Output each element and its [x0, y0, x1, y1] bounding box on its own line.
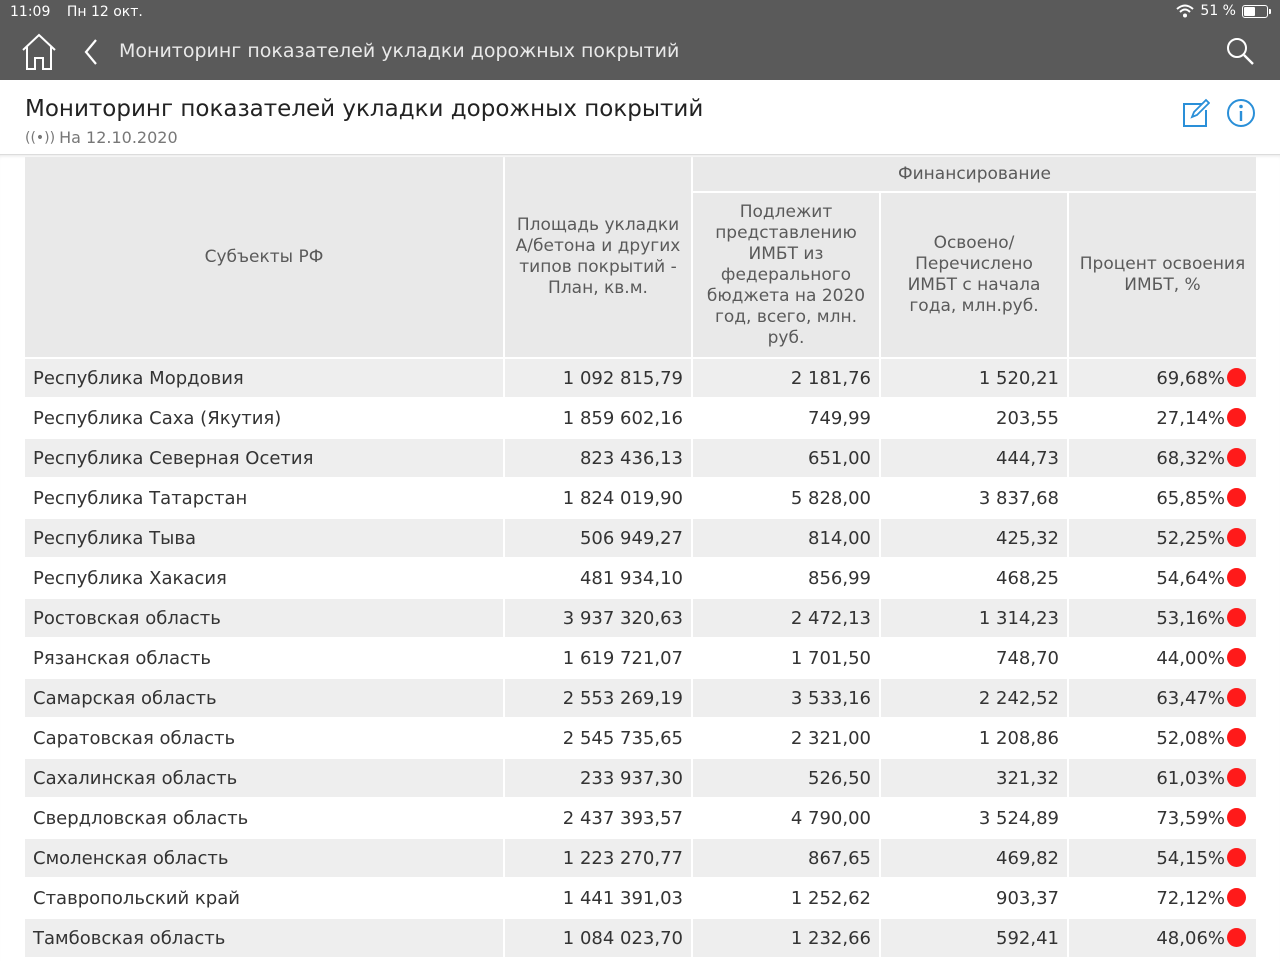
cell-area: 1 441 391,03 — [505, 879, 691, 917]
cell-subject: Республика Татарстан — [25, 479, 503, 517]
table-row[interactable] — [25, 559, 1256, 597]
percent-value: 53,16% — [1156, 607, 1225, 629]
cell-due: 1 701,50 — [693, 639, 879, 677]
page-title: Мониторинг показателей укладки дорожных покрытий — [25, 96, 704, 122]
percent-value: 44,00% — [1156, 647, 1225, 669]
page-header — [0, 80, 1280, 154]
table-row[interactable] — [25, 799, 1256, 837]
cell-subject: Тамбовская область — [25, 919, 503, 957]
status-right — [1176, 3, 1268, 19]
status-dot-icon — [1227, 928, 1246, 947]
cell-spent: 203,55 — [881, 399, 1067, 437]
status-dot-icon — [1227, 528, 1246, 547]
cell-percent — [1069, 839, 1256, 877]
cell-percent — [1069, 879, 1256, 917]
cell-spent: 2 242,52 — [881, 679, 1067, 717]
status-dot-icon — [1227, 448, 1246, 467]
cell-due: 526,50 — [693, 759, 879, 797]
status-dot-icon — [1227, 608, 1246, 627]
table-row[interactable] — [25, 399, 1256, 437]
cell-spent: 592,41 — [881, 919, 1067, 957]
cell-area: 1 092 815,79 — [505, 359, 691, 397]
header-area: Площадь укладки А/бетона и других типов покрытий - План, кв.м. — [505, 157, 691, 357]
cell-spent: 444,73 — [881, 439, 1067, 477]
cell-percent — [1069, 719, 1256, 757]
table-row[interactable] — [25, 839, 1256, 877]
table-row[interactable] — [25, 359, 1256, 397]
nav-title: Мониторинг показателей укладки дорожных покрытий — [119, 40, 680, 62]
table-row[interactable] — [25, 599, 1256, 637]
data-table — [23, 155, 1258, 959]
percent-value: 54,15% — [1156, 847, 1225, 869]
status-bar — [0, 0, 1280, 24]
cell-spent: 469,82 — [881, 839, 1067, 877]
cell-subject: Республика Саха (Якутия) — [25, 399, 503, 437]
cell-due: 651,00 — [693, 439, 879, 477]
cell-subject: Республика Северная Осетия — [25, 439, 503, 477]
cell-area: 1 824 019,90 — [505, 479, 691, 517]
table-row[interactable] — [25, 479, 1256, 517]
percent-value: 61,03% — [1156, 767, 1225, 789]
header-percent: Процент освоения ИМБТ, % — [1069, 193, 1256, 357]
table-row[interactable] — [25, 919, 1256, 957]
cell-subject: Саратовская область — [25, 719, 503, 757]
cell-due: 4 790,00 — [693, 799, 879, 837]
header-subject: Субъекты РФ — [25, 157, 503, 357]
percent-value: 52,25% — [1156, 527, 1225, 549]
cell-spent: 425,32 — [881, 519, 1067, 557]
cell-spent: 1 208,86 — [881, 719, 1067, 757]
table-row[interactable] — [25, 679, 1256, 717]
status-dot-icon — [1227, 408, 1246, 427]
cell-subject: Смоленская область — [25, 839, 503, 877]
cell-due: 2 321,00 — [693, 719, 879, 757]
status-dot-icon — [1227, 808, 1246, 827]
cell-percent — [1069, 599, 1256, 637]
cell-spent: 1 520,21 — [881, 359, 1067, 397]
cell-area: 823 436,13 — [505, 439, 691, 477]
cell-subject: Республика Хакасия — [25, 559, 503, 597]
percent-value: 63,47% — [1156, 687, 1225, 709]
percent-value: 73,59% — [1156, 807, 1225, 829]
cell-percent — [1069, 519, 1256, 557]
status-dot-icon — [1227, 368, 1246, 387]
cell-percent — [1069, 639, 1256, 677]
cell-subject: Сахалинская область — [25, 759, 503, 797]
status-date: Пн 12 окт. — [66, 4, 143, 20]
cell-area: 481 934,10 — [505, 559, 691, 597]
cell-subject: Свердловская область — [25, 799, 503, 837]
table-body — [25, 359, 1256, 957]
status-dot-icon — [1227, 848, 1246, 867]
cell-subject: Рязанская область — [25, 639, 503, 677]
cell-area: 2 437 393,57 — [505, 799, 691, 837]
percent-value: 69,68% — [1156, 367, 1225, 389]
cell-subject: Ростовская область — [25, 599, 503, 637]
cell-area: 1 859 602,16 — [505, 399, 691, 437]
header-spent: Освоено/ Перечислено ИМБТ с начала года, млн.руб. — [881, 193, 1067, 357]
broadcast-icon: ((•)) — [25, 129, 56, 146]
back-chevron-icon[interactable] — [80, 36, 102, 68]
status-time: 11:09 — [10, 4, 51, 20]
cell-subject: Республика Тыва — [25, 519, 503, 557]
cell-due: 1 232,66 — [693, 919, 879, 957]
nav-bar — [0, 24, 1280, 80]
status-dot-icon — [1227, 768, 1246, 787]
battery-level — [1244, 7, 1255, 16]
percent-value: 27,14% — [1156, 407, 1225, 429]
info-icon[interactable] — [1226, 98, 1256, 128]
status-left — [10, 4, 155, 20]
cell-spent: 3 524,89 — [881, 799, 1067, 837]
cell-area: 3 937 320,63 — [505, 599, 691, 637]
cell-due: 867,65 — [693, 839, 879, 877]
cell-subject: Ставропольский край — [25, 879, 503, 917]
status-dot-icon — [1227, 488, 1246, 507]
table-row[interactable] — [25, 759, 1256, 797]
cell-due: 1 252,62 — [693, 879, 879, 917]
cell-spent: 3 837,68 — [881, 479, 1067, 517]
battery-icon — [1242, 5, 1268, 18]
cell-percent — [1069, 359, 1256, 397]
cell-due: 5 828,00 — [693, 479, 879, 517]
as-of-label: На 12.10.2020 — [59, 128, 178, 147]
status-dot-icon — [1227, 728, 1246, 747]
data-table-container[interactable] — [0, 154, 1280, 961]
table-row[interactable] — [25, 639, 1256, 677]
percent-value: 52,08% — [1156, 727, 1225, 749]
cell-due: 856,99 — [693, 559, 879, 597]
percent-value: 68,32% — [1156, 447, 1225, 469]
cell-spent: 903,37 — [881, 879, 1067, 917]
cell-area: 1 619 721,07 — [505, 639, 691, 677]
cell-percent — [1069, 479, 1256, 517]
cell-due: 814,00 — [693, 519, 879, 557]
cell-spent: 321,32 — [881, 759, 1067, 797]
cell-percent — [1069, 399, 1256, 437]
as-of-date — [25, 128, 178, 147]
cell-area: 2 545 735,65 — [505, 719, 691, 757]
cell-due: 2 472,13 — [693, 599, 879, 637]
table-row[interactable] — [25, 879, 1256, 917]
header-financing: Финансирование — [693, 157, 1256, 191]
header-due: Подлежит представлению ИМБТ из федерального бюджета на 2020 год, всего, млн. руб. — [693, 193, 879, 357]
cell-percent — [1069, 679, 1256, 717]
status-dot-icon — [1227, 888, 1246, 907]
cell-percent — [1069, 759, 1256, 797]
cell-subject: Республика Мордовия — [25, 359, 503, 397]
cell-area: 1 223 270,77 — [505, 839, 691, 877]
cell-spent: 1 314,23 — [881, 599, 1067, 637]
cell-percent — [1069, 799, 1256, 837]
cell-area: 2 553 269,19 — [505, 679, 691, 717]
cell-due: 2 181,76 — [693, 359, 879, 397]
status-dot-icon — [1227, 688, 1246, 707]
percent-value: 54,64% — [1156, 567, 1225, 589]
cell-spent: 468,25 — [881, 559, 1067, 597]
cell-area: 506 949,27 — [505, 519, 691, 557]
table-row[interactable] — [25, 439, 1256, 477]
percent-value: 48,06% — [1156, 927, 1225, 949]
home-icon[interactable] — [20, 32, 58, 72]
status-dot-icon — [1227, 648, 1246, 667]
percent-value: 72,12% — [1156, 887, 1225, 909]
cell-percent — [1069, 439, 1256, 477]
percent-value: 65,85% — [1156, 487, 1225, 509]
search-icon[interactable] — [1224, 35, 1256, 67]
cell-percent — [1069, 559, 1256, 597]
edit-icon[interactable] — [1180, 98, 1210, 128]
cell-area: 1 084 023,70 — [505, 919, 691, 957]
table-row[interactable] — [25, 519, 1256, 557]
cell-due: 749,99 — [693, 399, 879, 437]
cell-due: 3 533,16 — [693, 679, 879, 717]
cell-spent: 748,70 — [881, 639, 1067, 677]
cell-area: 233 937,30 — [505, 759, 691, 797]
wifi-icon — [1176, 4, 1194, 18]
status-dot-icon — [1227, 568, 1246, 587]
cell-subject: Самарская область — [25, 679, 503, 717]
table-row[interactable] — [25, 719, 1256, 757]
battery-percent: 51 % — [1200, 3, 1236, 19]
cell-percent — [1069, 919, 1256, 957]
